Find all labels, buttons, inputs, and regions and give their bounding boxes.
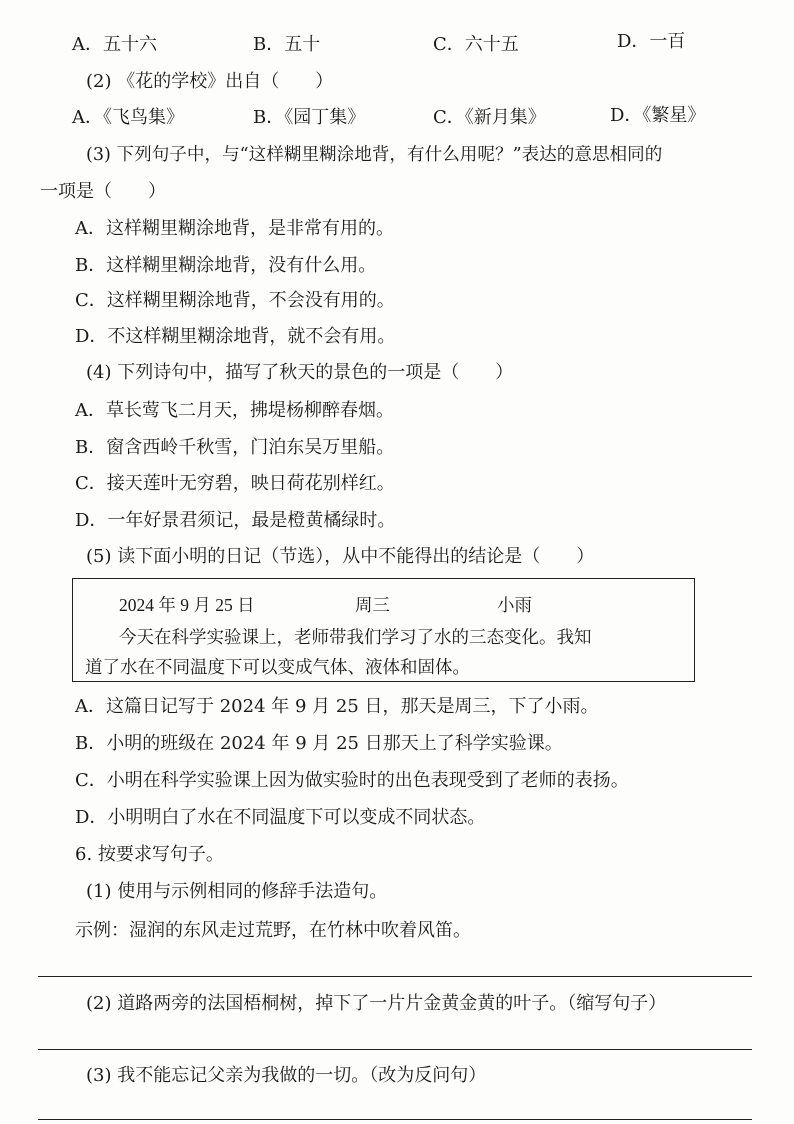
q2-option-c: C．《新月集》: [433, 107, 546, 128]
answer-line-2[interactable]: [38, 1049, 752, 1050]
q6-sub3: (3) 我不能忘记父亲为我做的一切。（改为反问句）: [86, 1065, 487, 1086]
q5-option-b: B．小明的班级在 2024 年 9 月 25 日那天上了科学实验课。: [75, 733, 563, 754]
q4-option-c: C．接天莲叶无穷碧，映日荷花别样红。: [75, 473, 395, 494]
answer-line-1[interactable]: [38, 976, 752, 977]
q2-options: [0, 106, 794, 130]
q6-sub2: (2) 道路两旁的法国梧桐树，掉下了一片片金黄金黄的叶子。（缩写句子）: [86, 993, 667, 1014]
q5-option-d: D．小明明白了水在不同温度下可以变成不同状态。: [75, 807, 486, 828]
diary-date: 2024 年 9 月 25 日: [119, 595, 255, 615]
q3-option-d: D．不这样糊里糊涂地背，就不会有用。: [75, 326, 396, 347]
q3-option-c: C．这样糊里糊涂地背，不会没有用的。: [75, 290, 395, 311]
q2-option-a: A．《飞鸟集》: [72, 107, 184, 128]
q4-option-d: D．一年好景君须记，最是橙黄橘绿时。: [75, 510, 396, 531]
q4-stem: (4) 下列诗句中，描写了秋天的景色的一项是（ ）: [86, 362, 514, 383]
q2-option-d: D．《繁星》: [610, 105, 706, 126]
q1-option-d: D．一百: [617, 31, 686, 52]
q3-option-a: A．这样糊里糊涂地背，是非常有用的。: [75, 218, 394, 239]
diary-weekday: 周三: [355, 595, 390, 615]
q1-options: [0, 33, 794, 57]
diary-weather: 小雨: [497, 595, 532, 615]
answer-line-3[interactable]: [38, 1119, 752, 1120]
q6-title: 6. 按要求写句子。: [75, 844, 224, 865]
q5-option-c: C．小明在科学实验课上因为做实验时的出色表现受到了老师的表扬。: [75, 770, 629, 791]
q1-option-c: C．六十五: [433, 34, 519, 55]
q5-stem: (5) 读下面小明的日记（节选），从中不能得出的结论是（ ）: [86, 546, 595, 567]
q3-stem-line1: (3) 下列句子中，与“这样糊里糊涂地背，有什么用呢？”表达的意思相同的: [86, 145, 663, 165]
q4-option-a: A．草长莺飞二月天，拂堤杨柳醉春烟。: [75, 400, 394, 421]
q2-stem: (2) 《花的学校》出自（ ）: [86, 71, 334, 92]
q6-sub1: (1) 使用与示例相同的修辞手法造句。: [86, 881, 388, 902]
diary-box: [72, 578, 695, 682]
q1-option-a: A．五十六: [72, 34, 157, 55]
q3-option-b: B．这样糊里糊涂地背，没有什么用。: [75, 255, 377, 276]
diary-body-line2: 道了水在不同温度下可以变成气体、液体和固体。: [85, 657, 470, 677]
q6-example: 示例：湿润的东风走过荒野，在竹林中吹着风笛。: [75, 920, 471, 940]
diary-body-line1: 今天在科学实验课上，老师带我们学习了水的三态变化。我知: [119, 627, 592, 647]
q1-option-b: B．五十: [253, 34, 321, 55]
q2-option-b: B．《园丁集》: [253, 107, 366, 128]
q5-option-a: A．这篇日记写于 2024 年 9 月 25 日，那天是周三，下了小雨。: [75, 696, 599, 717]
q4-option-b: B．窗含西岭千秋雪，门泊东吴万里船。: [75, 437, 395, 458]
q3-stem-line2: 一项是（ ）: [40, 181, 166, 202]
